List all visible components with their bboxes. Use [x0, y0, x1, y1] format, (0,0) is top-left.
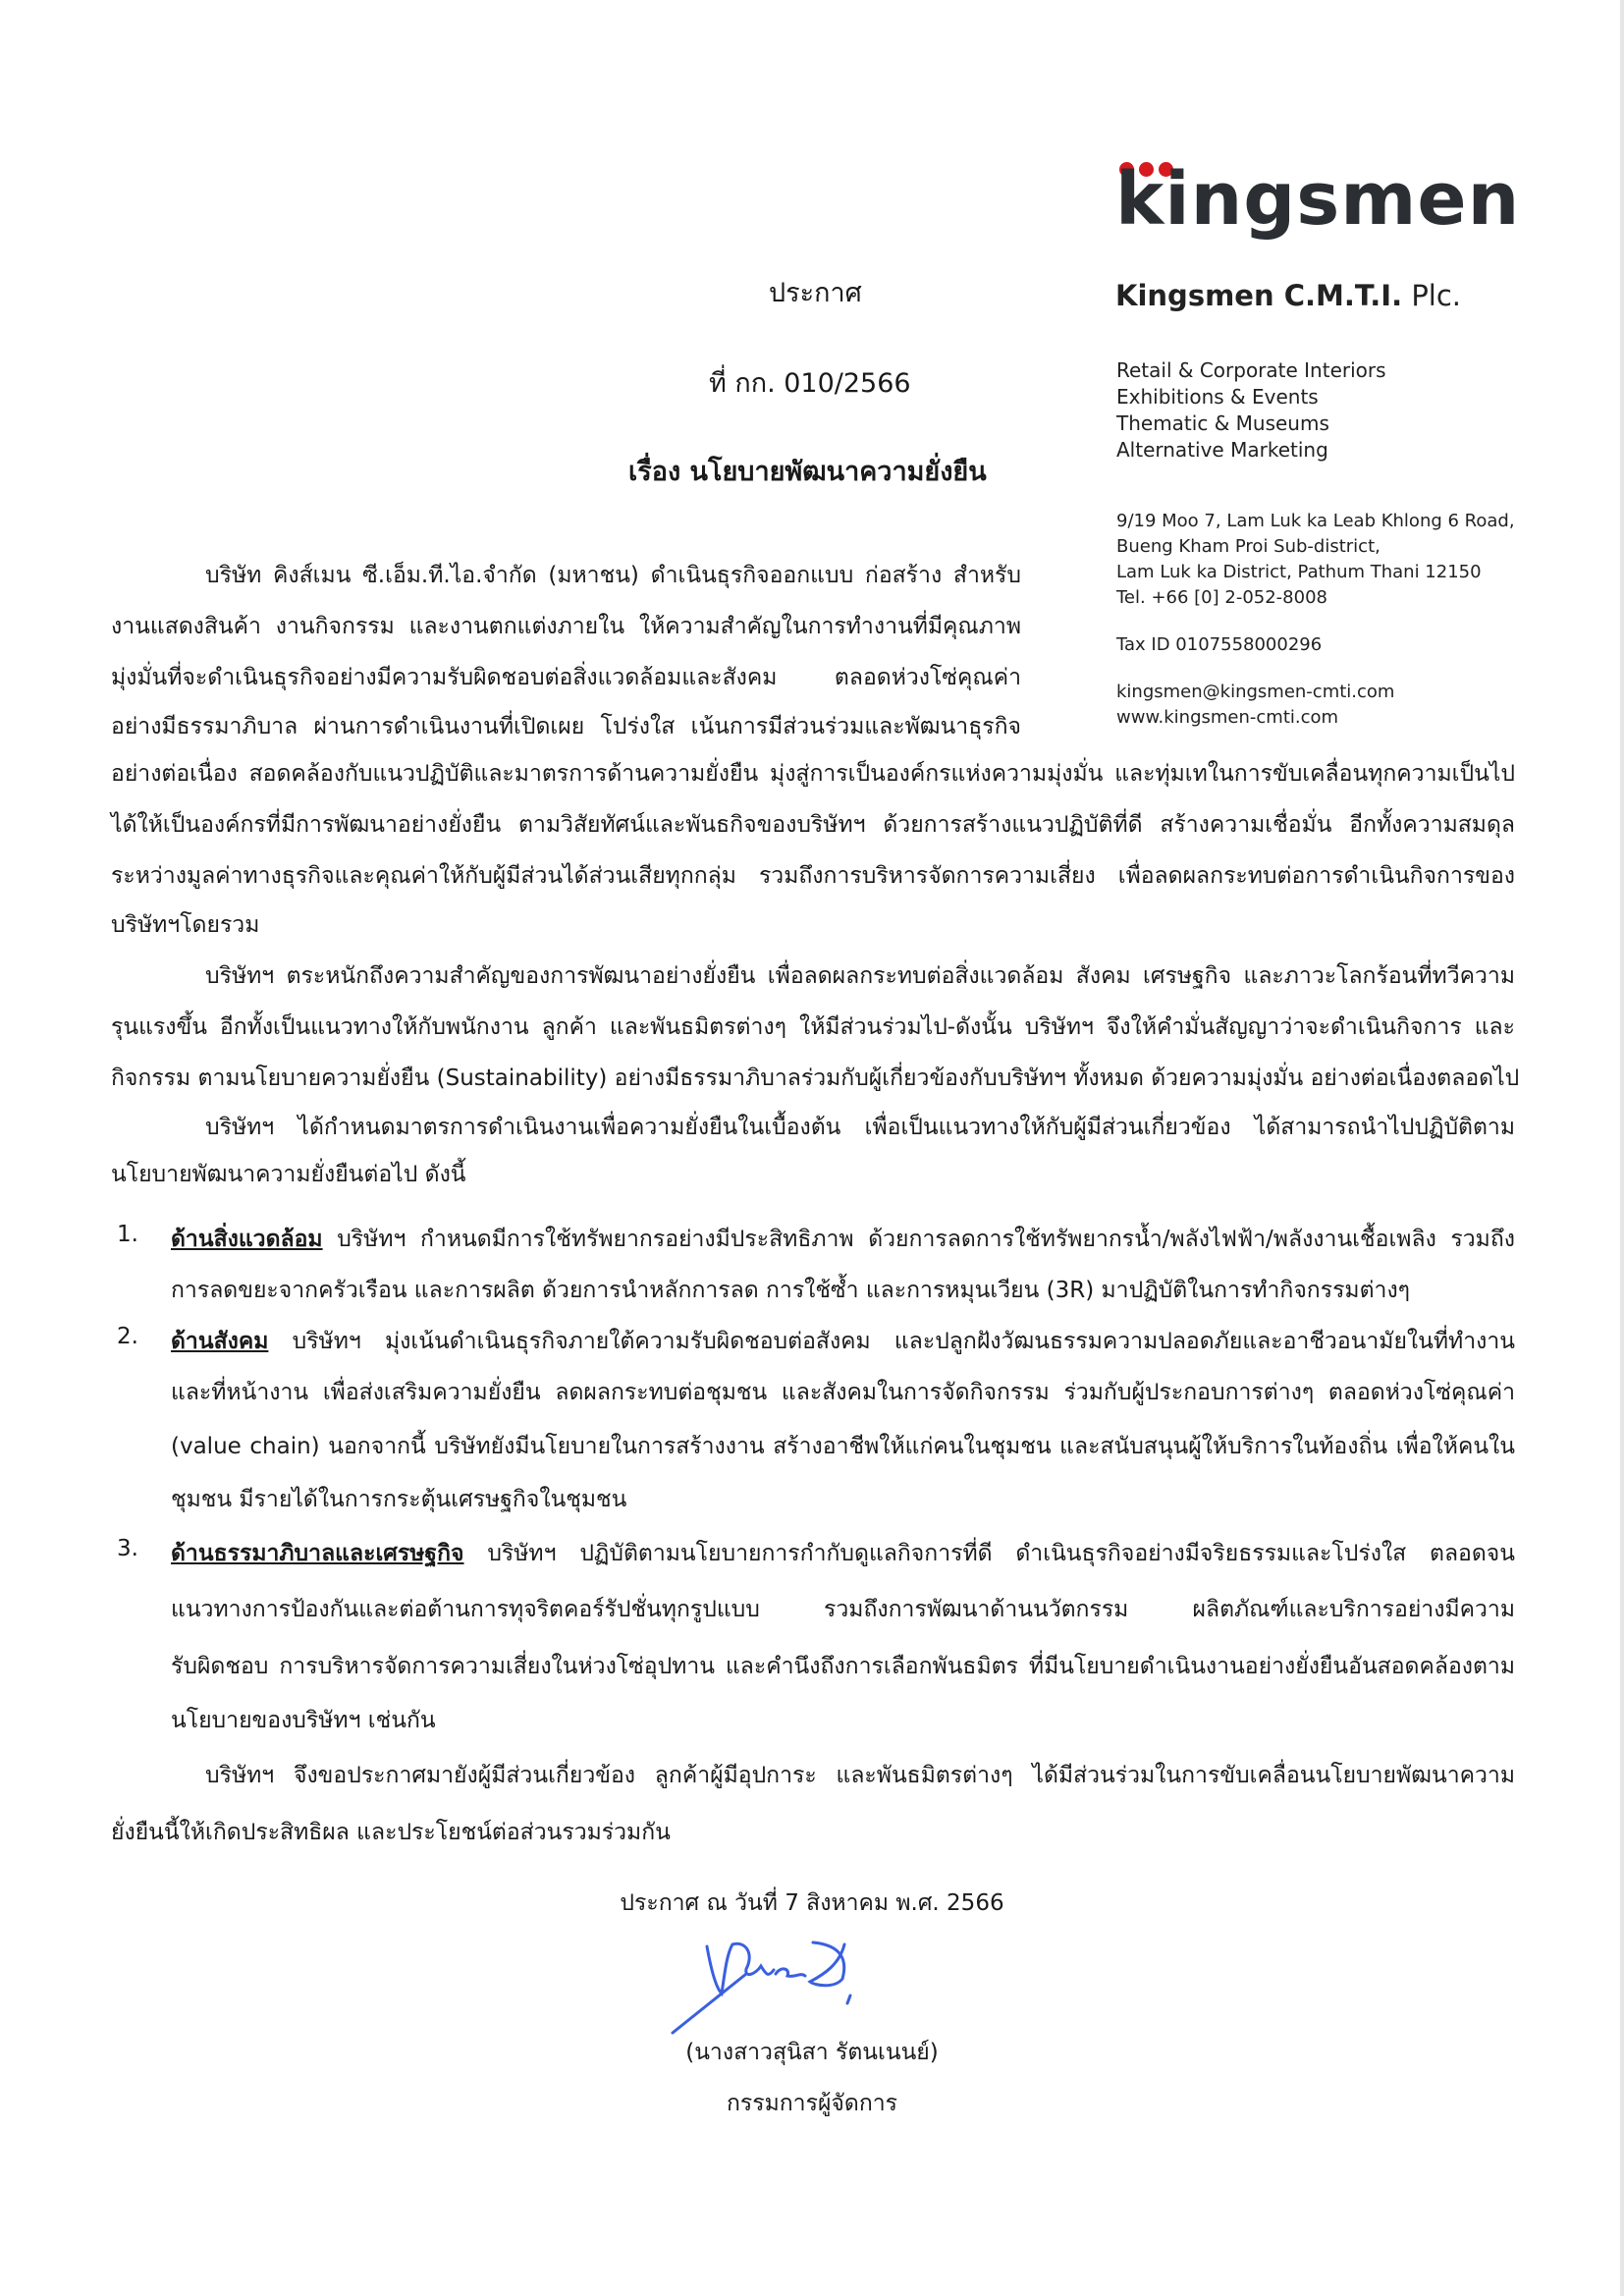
item-heading: ด้านสังคม: [171, 1329, 269, 1354]
tax-id: Tax ID 0107558000296: [1116, 634, 1323, 655]
paragraph-line: ได้ให้เป็นองค์กรที่มีการพัฒนาอย่างยั่งยืน ตามวิสัยทัศน์และพันธกิจของบริษัทฯ ด้วยการสร้างแนวปฏิบัติที่ดี สร้างความเชื่อมั่น อีกทั้งความสมดุล: [111, 812, 1515, 838]
list-item-line: (value chain) นอกจากนี้ บริษัทยังมีนโยบายในการสร้างงาน สร้างอาชีพให้แก่คนในชุมชน และสนับสนุนผู้ให้บริการในท้องถิ่น เพื่อให้คนใน: [171, 1434, 1515, 1459]
signatory-name: (นางสาวสุนิสา รัตนเนนย์): [685, 2040, 939, 2065]
paragraph-line: กิจกรรม ตามนโยบายความยั่งยืน (Sustainability) อย่างมีธรรมาภิบาลร่วมกับผู้เกี่ยวข้องกับบริษัทฯ ทั้งหมด ด้วยความมุ่งมั่น อย่างต่อเนื่องตลอดไป: [111, 1066, 1520, 1091]
list-item-line: รับผิดชอบ การบริหารจัดการความเสี่ยงในห่วงโซ่อุปทาน และคำนึงถึงการเลือกพันธมิตร ที่มีนโยบายดำเนินงานอย่างยั่งยืนอันสอดคล้องตาม: [171, 1654, 1515, 1679]
paragraph-line: มุ่งมั่นที่จะดำเนินธุรกิจอย่างมีความรับผิดชอบต่อสิ่งแวดล้อมและสังคม ตลอดห่วงโซ่คุณค่า: [111, 665, 1021, 690]
list-item-line: ชุมชน มีรายได้ในการกระตุ้นเศรษฐกิจในชุมชน: [171, 1487, 627, 1512]
address-block: [1116, 509, 1515, 611]
document-number: ที่ กก. 010/2566: [709, 368, 911, 399]
list-item-line: แนวทางการป้องกันและต่อต้านการทุจริตคอร์รัปชั่นทุกรูปแบบ รวมถึงการพัฒนาด้านนวัตกรรม ผลิตภัณฑ์และบริการอย่างมีความ: [171, 1597, 1515, 1622]
item-text: บริษัทฯ ปฏิบัติตามนโยบายการกำกับดูแลกิจการที่ดี ดำเนินธุรกิจอย่างมีจริยธรรมและโปร่งใส ตลอดจน: [463, 1541, 1515, 1566]
scan-edge: [1620, 0, 1624, 2296]
item-number: 2.: [117, 1324, 138, 1349]
list-item-line: [171, 1536, 1515, 1571]
list-item-line: [171, 1222, 1515, 1257]
paragraph-line: อย่างมีธรรมาภิบาล ผ่านการดำเนินงานที่เปิดเผย โปร่งใส เน้นการมีส่วนร่วมและพัฒนาธุรกิจ: [111, 714, 1021, 739]
item-number: 3.: [117, 1536, 138, 1561]
paragraph-line: ระหว่างมูลค่าทางธุรกิจและคุณค่าให้กับผู้มีส่วนได้ส่วนเสียทุกกลุ่ม รวมถึงการบริหารจัดการความเสี่ยง เพื่อลดผลกระทบต่อการดำเนินกิจการของ: [111, 863, 1515, 889]
paragraph-line: บริษัทฯ ตระหนักถึงความสำคัญของการพัฒนาอย่างยั่งยืน เพื่อลดผลกระทบต่อสิ่งแวดล้อม สังคม เศรษฐกิจ และภาวะโลกร้อนที่ทวีความ: [205, 963, 1515, 989]
item-text: บริษัทฯ กำหนดมีการใช้ทรัพยากรอย่างมีประสิทธิภาพ ด้วยการลดการใช้ทรัพยากรน้ำ/พลังไฟฟ้า/พลังงานเชื้อเพลิง รวมถึง: [322, 1227, 1515, 1252]
kingsmen-logo: kingsmen: [1115, 157, 1521, 242]
paragraph-line: บริษัท คิงส์เมน ซี.เอ็ม.ที.ไอ.จำกัด (มหาชน) ดำเนินธุรกิจออกแบบ ก่อสร้าง สำหรับ: [205, 563, 1021, 588]
address-line: Lam Luk ka District, Pathum Thani 12150: [1116, 562, 1482, 582]
phone: Tel. +66 [0] 2-052-8008: [1116, 587, 1327, 608]
list-item-line: [171, 1324, 1515, 1359]
email: kingsmen@kingsmen-cmti.com: [1116, 682, 1395, 702]
list-item-line: และที่หน้างาน เพื่อส่งเสริมความยั่งยืน ลดผลกระทบต่อชุมชน และสังคมในการจัดกิจกรรม ร่วมกับผู้ประกอบการต่างๆ ตลอดห่วงโซ่คุณค่า: [171, 1380, 1515, 1405]
announcement-title: ประกาศ: [769, 278, 862, 308]
item-heading: ด้านสิ่งแวดล้อม: [171, 1227, 323, 1252]
service-item: Alternative Marketing: [1116, 438, 1328, 462]
signature: [668, 1935, 982, 2043]
services-list: [1116, 357, 1386, 464]
paragraph-line: อย่างต่อเนื่อง สอดคล้องกับแนวปฏิบัติและมาตรการด้านความยั่งยืน มุ่งสู่การเป็นองค์กรแห่งความมุ่งมั่น และทุ่มเทในการขับเคลื่อนทุกความเป็นไป: [111, 761, 1515, 787]
closing-line: ยั่งยืนนี้ให้เกิดประสิทธิผล และประโยชน์ต่อส่วนรวมร่วมกัน: [111, 1820, 671, 1845]
item-heading: ด้านธรรมาภิบาลและเศรษฐกิจ: [171, 1541, 464, 1566]
company-name: Kingsmen C.M.T.I. Plc.: [1115, 279, 1462, 312]
list-item-line: นโยบายของบริษัทฯ เช่นกัน: [171, 1708, 436, 1733]
document-subject: เรื่อง นโยบายพัฒนาความยั่งยืน: [628, 457, 987, 487]
item-text: บริษัทฯ มุ่งเน้นดำเนินธุรกิจภายใต้ความรับผิดชอบต่อสังคม และปลูกฝังวัฒนธรรมความปลอดภัยและอาชีวอนามัยในที่ทำงาน: [268, 1329, 1515, 1354]
address-line: 9/19 Moo 7, Lam Luk ka Leab Khlong 6 Road,: [1116, 511, 1515, 531]
paragraph-line: บริษัทฯ ได้กำหนดมาตรการดำเนินงานเพื่อความยั่งยืนในเบื้องต้น เพื่อเป็นแนวทางให้กับผู้มีส่วนเกี่ยวข้อง ได้สามารถนำไปปฏิบัติตาม: [205, 1115, 1515, 1140]
closing-line: บริษัทฯ จึงขอประกาศมายังผู้มีส่วนเกี่ยวข้อง ลูกค้าผู้มีอุปการะ และพันธมิตรต่างๆ ได้มีส่วนร่วมในการขับเคลื่อนนโยบายพัฒนาความ: [205, 1763, 1515, 1788]
signatory-position: กรรมการผู้จัดการ: [726, 2091, 898, 2116]
paragraph-line: บริษัทฯโดยรวม: [111, 912, 260, 938]
service-item: Thematic & Museums: [1116, 411, 1329, 435]
paragraph-line: นโยบายพัฒนาความยั่งยืนต่อไป ดังนี้: [111, 1162, 466, 1187]
paragraph-line: งานแสดงสินค้า งานกิจกรรม และงานตกแต่งภายใน ให้ความสำคัญในการทำงานที่มีคุณภาพ: [111, 614, 1021, 639]
paragraph-line: รุนแรงขึ้น อีกทั้งเป็นแนวทางให้กับพนักงาน ลูกค้า และพันธมิตรต่างๆ ให้มีส่วนร่วมไป-ดังนั้น บริษัทฯ จึงให้คำมั่นสัญญาว่าจะดำเนินกิจการ และ: [111, 1014, 1515, 1040]
item-number: 1.: [117, 1222, 138, 1247]
announcement-date: ประกาศ ณ วันที่ 7 สิงหาคม พ.ศ. 2566: [620, 1890, 1004, 1916]
website: www.kingsmen-cmti.com: [1116, 707, 1339, 728]
address-line: Bueng Kham Proi Sub-district,: [1116, 536, 1380, 557]
service-item: Retail & Corporate Interiors: [1116, 358, 1386, 382]
service-item: Exhibitions & Events: [1116, 385, 1319, 409]
list-item-line: การลดขยะจากครัวเรือน และการผลิต ด้วยการนำหลักการลด การใช้ซ้ำ และการหมุนเวียน (3R) มาปฏิบัติในการทำกิจกรรมต่างๆ: [171, 1278, 1411, 1303]
